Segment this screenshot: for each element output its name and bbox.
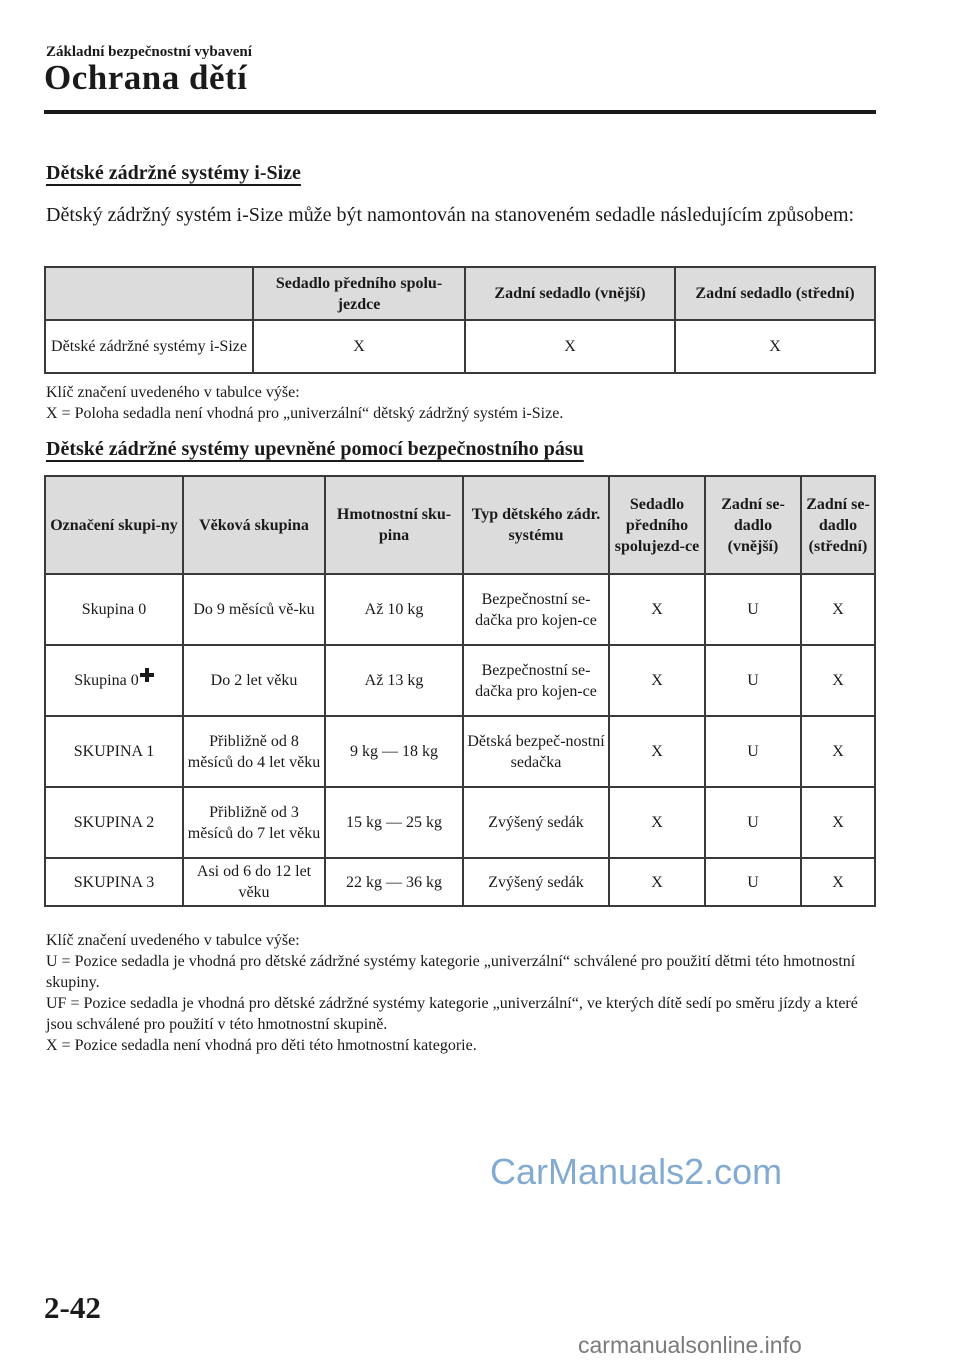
table-cell: X xyxy=(253,320,465,373)
table-cell: Bezpečnostní se-dačka pro kojen-ce xyxy=(463,645,609,716)
table-cell: U xyxy=(705,787,801,858)
table-cell: X xyxy=(801,645,875,716)
table-cell: 22 kg — 36 kg xyxy=(325,858,463,906)
table-cell: X xyxy=(609,858,705,906)
table-row xyxy=(45,858,875,906)
page-number: 2-42 xyxy=(44,1290,101,1325)
table-cell: 9 kg — 18 kg xyxy=(325,716,463,787)
table-cell: U xyxy=(705,716,801,787)
belt-table xyxy=(44,475,876,907)
isize-intro: Dětský zádržný systém i-Size může být namontován na stanoveném sedadle následujícím způsobem: xyxy=(46,204,855,226)
table-header-row xyxy=(45,267,875,320)
belt-heading: Dětské zádržné systémy upevněné pomocí bezpečnostního pásu xyxy=(46,438,584,460)
table-cell: Zvýšený sedák xyxy=(463,858,609,906)
table-cell: X xyxy=(609,716,705,787)
plus-icon xyxy=(140,668,154,682)
isize-notes xyxy=(46,382,563,424)
table-cell: Až 10 kg xyxy=(325,574,463,645)
table-cell: U xyxy=(705,645,801,716)
table-row xyxy=(45,320,875,373)
table-cell: Dětská bezpeč-nostní sedačka xyxy=(463,716,609,787)
table-row xyxy=(45,716,875,787)
table-cell: X xyxy=(801,787,875,858)
table-cell: U xyxy=(705,574,801,645)
table-cell: Do 2 let věku xyxy=(183,645,325,716)
table-header-cell xyxy=(45,267,253,320)
table-row xyxy=(45,574,875,645)
table-cell: Až 13 kg xyxy=(325,645,463,716)
belt-notes xyxy=(46,930,876,1056)
table-cell xyxy=(45,645,183,716)
table-cell: X xyxy=(465,320,675,373)
table-cell: X xyxy=(609,574,705,645)
table-header-cell: Hmotnostní sku-pina xyxy=(325,476,463,574)
table-header-cell: Zadní sedadlo (střední) xyxy=(675,267,875,320)
isize-table xyxy=(44,266,876,374)
table-cell: Bezpečnostní se-dačka pro kojen-ce xyxy=(463,574,609,645)
table-cell: SKUPINA 1 xyxy=(45,716,183,787)
table-header-cell: Věková skupina xyxy=(183,476,325,574)
table-cell: SKUPINA 3 xyxy=(45,858,183,906)
note-line: X = Pozice sedadla není vhodná pro děti této hmotnostní kategorie. xyxy=(46,1037,477,1054)
table-cell: X xyxy=(801,574,875,645)
table-cell: Do 9 měsíců vě-ku xyxy=(183,574,325,645)
table-header-cell: Sedadlo předního spolu-jezdce xyxy=(253,267,465,320)
footer-site-watermark: carmanualsonline.info xyxy=(578,1332,802,1358)
table-cell: Skupina 0 xyxy=(45,574,183,645)
table-row xyxy=(45,787,875,858)
table-header-row xyxy=(45,476,875,574)
watermark: CarManuals2.com xyxy=(490,1151,783,1192)
group-label: Skupina 0 xyxy=(74,672,139,689)
table-cell: Dětské zádržné systémy i-Size xyxy=(45,320,253,373)
page-title: Ochrana dětí xyxy=(44,58,248,97)
note-line: UF = Pozice sedadla je vhodná pro dětské zádržné systémy kategorie „univerzální“, ve kterých dítě sedí po směru jízdy a které jsou schválené pro použití v této hmotnostní skupině. xyxy=(46,995,858,1033)
table-cell: X xyxy=(609,645,705,716)
table-cell: Zvýšený sedák xyxy=(463,787,609,858)
isize-heading: Dětské zádržné systémy i-Size xyxy=(46,162,301,184)
table-cell: U xyxy=(705,858,801,906)
table-cell: SKUPINA 2 xyxy=(45,787,183,858)
note-line: Klíč značení uvedeného v tabulce výše: xyxy=(46,932,300,949)
table-cell: X xyxy=(801,858,875,906)
table-cell: X xyxy=(609,787,705,858)
table-header-cell: Sedadlo předního spolujezd-ce xyxy=(609,476,705,574)
table-cell: Asi od 6 do 12 let věku xyxy=(183,858,325,906)
note-line: Klíč značení uvedeného v tabulce výše: xyxy=(46,384,300,401)
table-cell: X xyxy=(801,716,875,787)
table-header-cell: Zadní se-dadlo (vnější) xyxy=(705,476,801,574)
table-cell: Přibližně od 8 měsíců do 4 let věku xyxy=(183,716,325,787)
table-header-cell: Označení skupi-ny xyxy=(45,476,183,574)
table-row xyxy=(45,645,875,716)
table-cell: 15 kg — 25 kg xyxy=(325,787,463,858)
table-header-cell: Zadní se-dadlo (střední) xyxy=(801,476,875,574)
table-cell: Přibližně od 3 měsíců do 7 let věku xyxy=(183,787,325,858)
note-line: U = Pozice sedadla je vhodná pro dětské zádržné systémy kategorie „univerzální“ schválené pro použití dětmi této hmotnostní skupiny. xyxy=(46,953,856,991)
title-divider xyxy=(44,110,876,114)
table-cell: X xyxy=(675,320,875,373)
section-label: Základní bezpečnostní vybavení xyxy=(46,44,252,60)
note-line: X = Poloha sedadla není vhodná pro „univerzální“ dětský zádržný systém i-Size. xyxy=(46,405,564,422)
table-header-cell: Zadní sedadlo (vnější) xyxy=(465,267,675,320)
table-header-cell: Typ dětského zádr. systému xyxy=(463,476,609,574)
